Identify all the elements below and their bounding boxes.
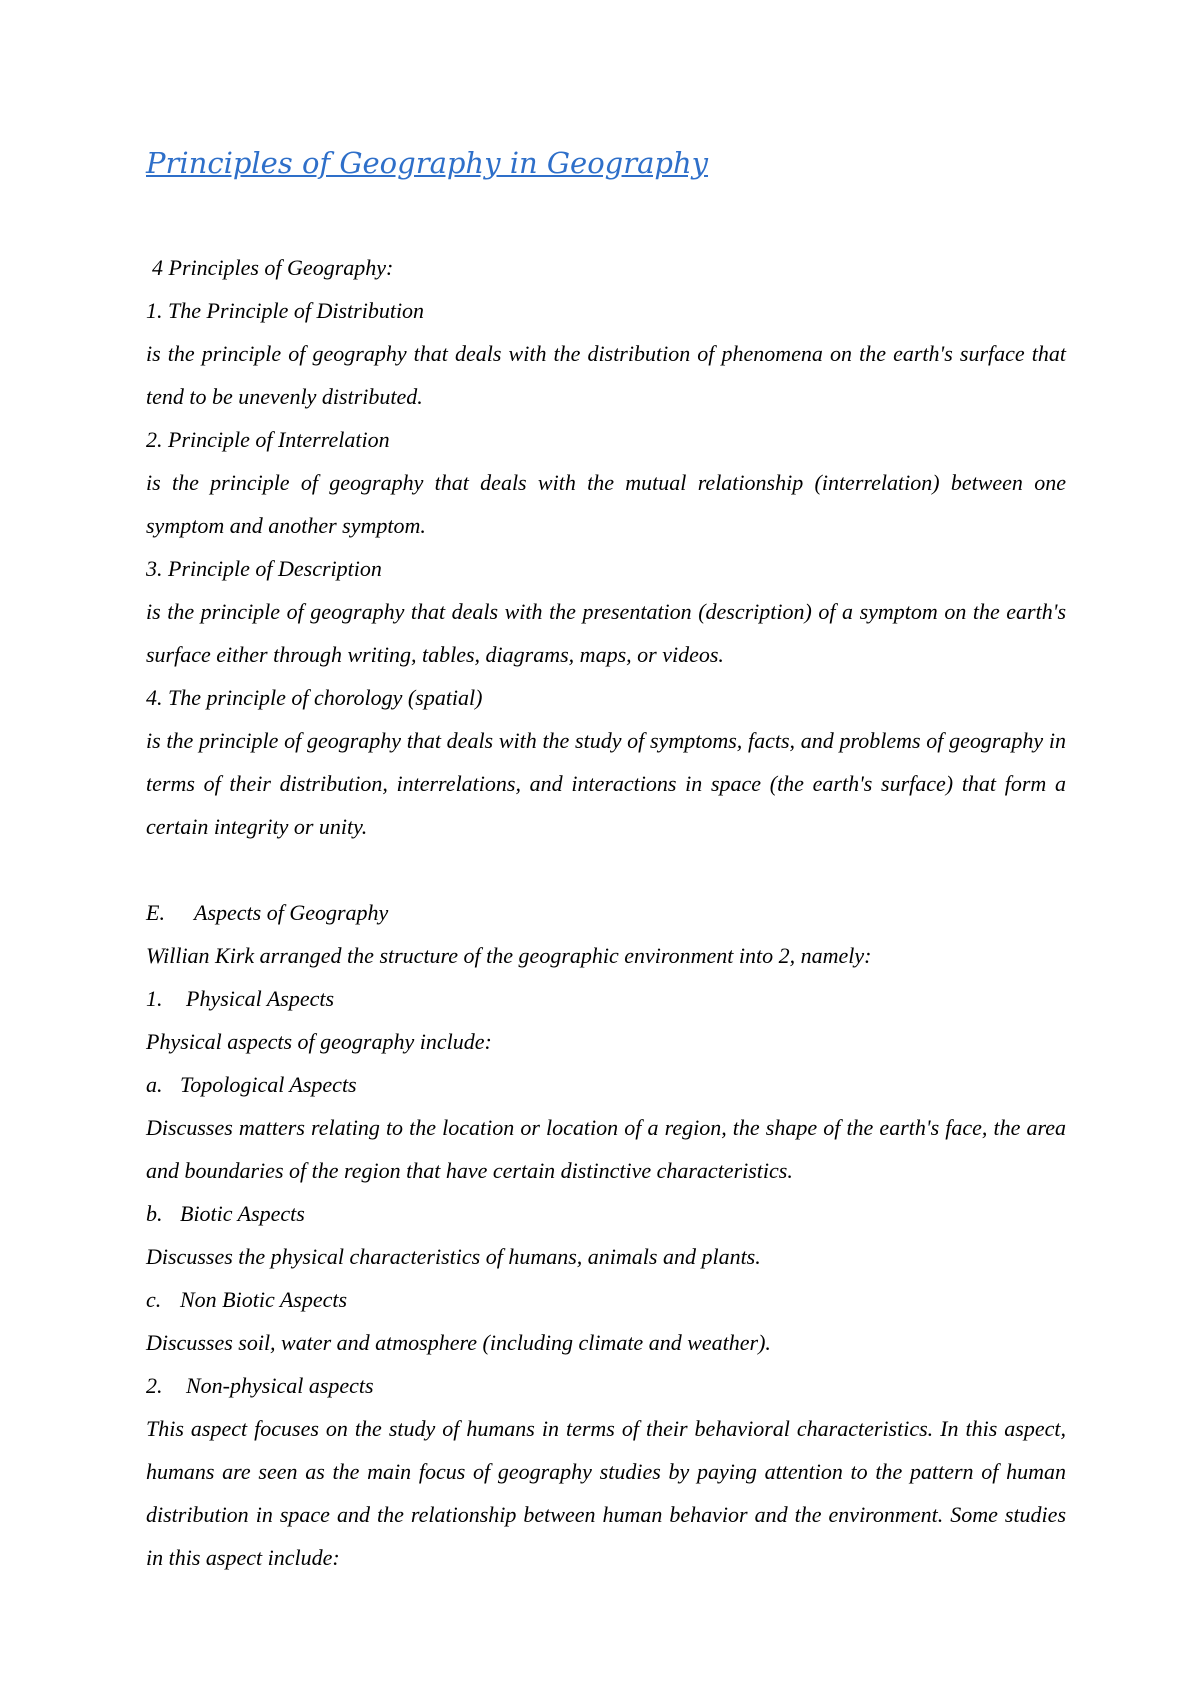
nonphysical-heading: Non-physical aspects — [186, 1373, 374, 1398]
aspects-intro: Willian Kirk arranged the structure of the geographic environment into 2, namely: — [146, 943, 872, 968]
physical-intro: Physical aspects of geography include: — [146, 1029, 492, 1054]
aspects-marker: E. — [146, 900, 165, 925]
principles-heading: 4 Principles of Geography: — [152, 255, 394, 280]
aspects-heading-line — [146, 891, 1066, 934]
topological-heading-line — [146, 1063, 1066, 1106]
paragraph-gap — [146, 848, 1066, 891]
principle-text-2: is the principle of geography that deals with the mutual relationship (interrelation) between one symptom and another symptom. — [146, 470, 1066, 538]
physical-heading-line — [146, 977, 1066, 1020]
biotic-marker: b. — [146, 1201, 163, 1226]
physical-marker: 1. — [146, 986, 163, 1011]
nonphysical-text: This aspect focuses on the study of humans in terms of their behavioral characteristics. In this aspect, humans are seen as the main focus of geography studies by paying attention to the pattern of human distribution in space and the relationship between human behavior and the environment. Some studies in this aspect include: — [146, 1416, 1066, 1570]
topological-marker: a. — [146, 1072, 163, 1097]
biotic-text: Discusses the physical characteristics of humans, animals and plants. — [146, 1244, 761, 1269]
document-title: Principles of Geography in Geography — [146, 146, 709, 180]
physical-heading: Physical Aspects — [186, 986, 335, 1011]
nonbiotic-heading-line — [146, 1278, 1066, 1321]
nonphysical-marker: 2. — [146, 1373, 163, 1398]
nonphysical-heading-line — [146, 1364, 1066, 1407]
principle-heading-2: 2. Principle of Interrelation — [146, 427, 390, 452]
nonbiotic-text: Discusses soil, water and atmosphere (including climate and weather). — [146, 1330, 771, 1355]
aspects-heading: Aspects of Geography — [194, 900, 389, 925]
principle-text-4: is the principle of geography that deals with the study of symptoms, facts, and problems of geography in terms of their distribution, interrelations, and interactions in space (the earth's surface) that form a certain integrity or unity. — [146, 728, 1066, 839]
topological-text: Discusses matters relating to the location or location of a region, the shape of the earth's face, the area and boundaries of the region that have certain distinctive characteristics. — [146, 1115, 1066, 1183]
principle-heading-3: 3. Principle of Description — [146, 556, 382, 581]
nonbiotic-marker: c. — [146, 1287, 162, 1312]
biotic-heading-line — [146, 1192, 1066, 1235]
nonbiotic-heading: Non Biotic Aspects — [180, 1287, 348, 1312]
principle-text-1: is the principle of geography that deals with the distribution of phenomena on the earth's surface that tend to be unevenly distributed. — [146, 341, 1066, 409]
principle-heading-4: 4. The principle of chorology (spatial) — [146, 685, 483, 710]
principle-heading-1: 1. The Principle of Distribution — [146, 298, 425, 323]
document-body — [146, 246, 1066, 1579]
biotic-heading: Biotic Aspects — [180, 1201, 305, 1226]
topological-heading: Topological Aspects — [180, 1072, 357, 1097]
principle-text-3: is the principle of geography that deals with the presentation (description) of a symptom on the earth's surface either through writing, tables, diagrams, maps, or videos. — [146, 599, 1066, 667]
